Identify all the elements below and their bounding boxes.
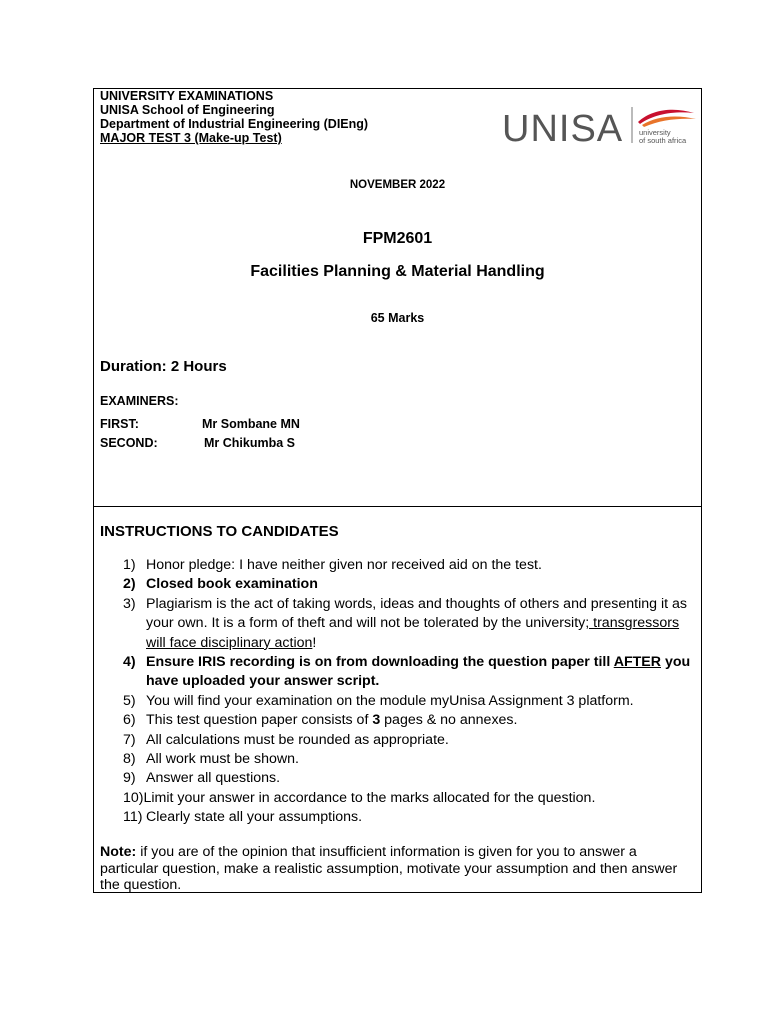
instruction-number: 8) <box>123 751 136 768</box>
first-examiner <box>100 417 300 431</box>
instruction-text-underlined: ; transgressors will face disciplinary action <box>146 615 680 651</box>
examiners-label: EXAMINERS: <box>100 394 179 408</box>
instruction-number: 3) <box>123 595 136 612</box>
instruction-text-underlined: AFTER <box>613 654 661 671</box>
instruction-item <box>94 789 694 808</box>
instruction-number: 7) <box>123 731 136 748</box>
total-marks: 65 Marks <box>370 311 425 325</box>
instruction-number: 9) <box>123 770 136 787</box>
instruction-text: Ensure IRIS recording is on from downloading the question paper till <box>146 654 614 671</box>
unisa-tagline-1: university <box>639 128 671 137</box>
instruction-text: You will find your examination on the module myUnisa Assignment 3 platform. <box>146 692 634 709</box>
instruction-item <box>94 653 694 692</box>
exam-cover-frame <box>93 88 702 893</box>
first-examiner-role: FIRST: <box>100 417 139 431</box>
unisa-swoosh-red <box>638 110 694 124</box>
instruction-text: Answer all questions. <box>146 770 281 787</box>
duration: Duration: 2 Hours <box>100 358 227 375</box>
instruction-text-end: ! <box>312 634 317 651</box>
instruction-text-end: pages & no annexes. <box>380 712 518 729</box>
second-examiner-name: Mr Chikumba S <box>204 436 295 450</box>
instruction-text: This test question paper consists of <box>146 712 373 729</box>
second-examiner <box>100 436 295 450</box>
instruction-item <box>94 769 694 788</box>
unisa-wordmark: UNISA <box>502 108 624 149</box>
note-paragraph <box>100 844 695 894</box>
instruction-text: Closed book examination <box>146 576 318 593</box>
instruction-text: Honor pledge: I have neither given nor received aid on the test. <box>146 557 542 573</box>
course-name: Facilities Planning & Material Handling <box>250 263 545 280</box>
instruction-text: Plagiarism is the act of taking words, ideas and thoughts of others and presenting it as your own. It is a form of theft and will not be tolerated by the university <box>146 595 688 632</box>
instruction-number: 10) <box>123 789 144 806</box>
instruction-number: 2) <box>123 576 136 593</box>
instruction-text: Limit your answer in accordance to the marks allocated for the question. <box>143 789 596 806</box>
first-examiner-name: Mr Sombane MN <box>202 417 300 431</box>
unisa-logo <box>502 103 698 149</box>
instruction-number: 4) <box>123 654 136 671</box>
instructions-title: INSTRUCTIONS TO CANDIDATES <box>100 523 339 540</box>
header-school: UNISA School of Engineering <box>100 103 275 117</box>
instruction-number: 5) <box>123 692 136 709</box>
header-test-name: MAJOR TEST 3 (Make-up Test) <box>100 131 282 145</box>
instruction-page-count: 3 <box>372 712 381 729</box>
instruction-text: All work must be shown. <box>146 751 299 768</box>
section-divider <box>94 506 701 507</box>
instruction-item <box>94 750 694 769</box>
instruction-number: 11) <box>123 809 143 826</box>
instruction-text-end: you have uploaded your answer script. <box>146 654 691 690</box>
exam-date: NOVEMBER 2022 <box>349 179 446 191</box>
unisa-tagline-2: of south africa <box>639 136 687 145</box>
instruction-item <box>94 711 694 730</box>
instruction-text: Clearly state all your assumptions. <box>146 809 363 826</box>
header-department: Department of Industrial Engineering (DIEng) <box>100 117 369 131</box>
note-text: if you are of the opinion that insufficient information is given for you to answer a particular question, make a realistic assumption, motivate your assumption and then answer the question. <box>100 844 678 894</box>
instruction-item <box>94 731 694 750</box>
instruction-item <box>94 692 694 711</box>
instruction-item <box>94 808 694 827</box>
instruction-number: 6) <box>123 712 136 729</box>
instruction-item <box>94 556 694 575</box>
instruction-item <box>94 595 694 653</box>
header-university-examinations: UNIVERSITY EXAMINATIONS <box>100 89 274 103</box>
note-label: Note: <box>100 844 137 860</box>
instruction-number: 1) <box>123 557 136 573</box>
instruction-text: All calculations must be rounded as appropriate. <box>146 731 449 748</box>
instruction-item <box>94 575 694 594</box>
second-examiner-role: SECOND: <box>100 436 158 450</box>
course-code: FPM2601 <box>362 230 433 247</box>
instructions-list <box>94 556 694 828</box>
